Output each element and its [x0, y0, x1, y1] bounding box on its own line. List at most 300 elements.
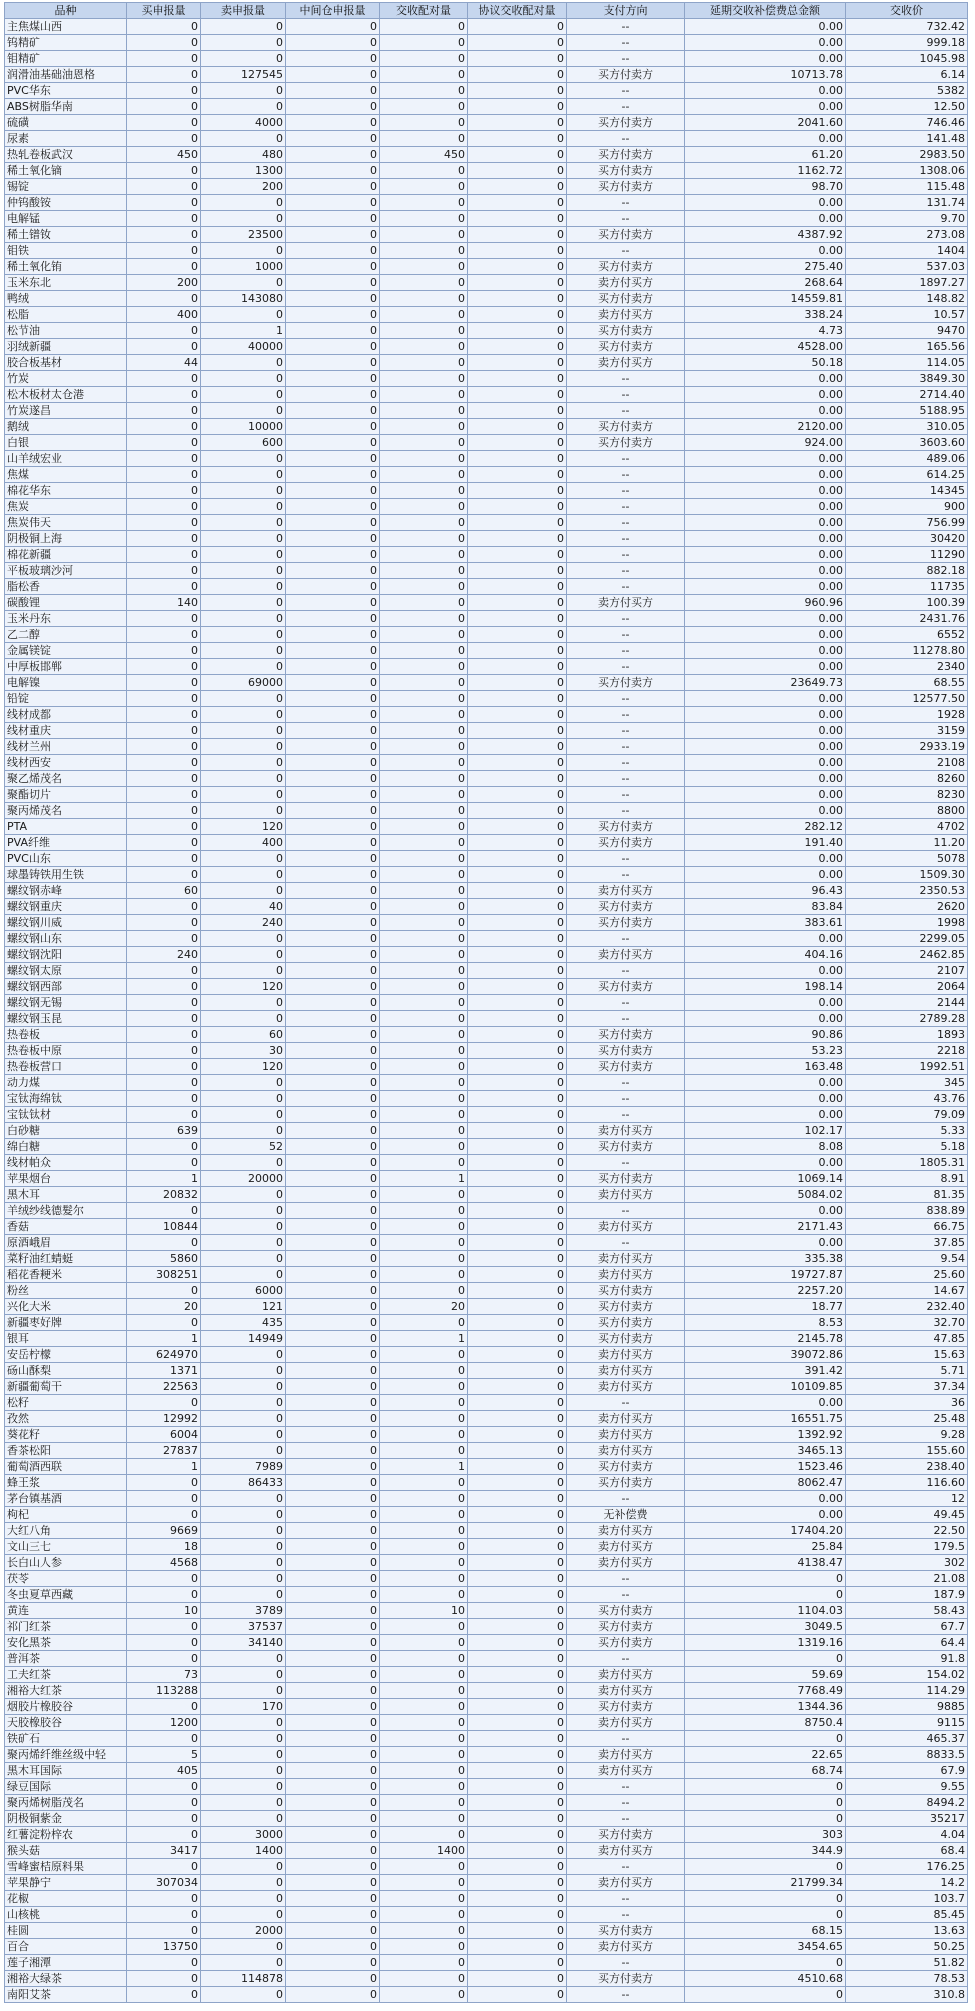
cell-compensation: 8.08: [685, 1139, 846, 1155]
cell-delivery-price: 1992.51: [846, 1059, 968, 1075]
cell-product: 枸杞: [5, 1507, 127, 1523]
cell-sell-qty: 0: [201, 1795, 286, 1811]
cell-delivery-price: 116.60: [846, 1475, 968, 1491]
cell-agreement-qty: 0: [468, 1139, 567, 1155]
header-pay-direction: 支付方向: [567, 3, 685, 19]
cell-agreement-qty: 0: [468, 819, 567, 835]
cell-agreement-qty: 0: [468, 707, 567, 723]
cell-sell-qty: 0: [201, 707, 286, 723]
table-row: [5, 1763, 968, 1779]
cell-compensation: 1392.92: [685, 1427, 846, 1443]
cell-agreement-qty: 0: [468, 195, 567, 211]
cell-product: 螺纹钢赤峰: [5, 883, 127, 899]
cell-product: 祁门红茶: [5, 1619, 127, 1635]
cell-compensation: 2041.60: [685, 115, 846, 131]
cell-pay-direction: --: [567, 787, 685, 803]
cell-compensation: 0: [685, 1795, 846, 1811]
cell-product: 焦炭伟天: [5, 515, 127, 531]
cell-compensation: 4510.68: [685, 1971, 846, 1987]
cell-delivery-price: 537.03: [846, 259, 968, 275]
cell-sell-qty: 0: [201, 1811, 286, 1827]
cell-pay-direction: 买方付卖方: [567, 1027, 685, 1043]
table-row: [5, 499, 968, 515]
cell-match-qty: 0: [380, 1523, 468, 1539]
cell-agreement-qty: 0: [468, 211, 567, 227]
cell-delivery-price: 47.85: [846, 1331, 968, 1347]
cell-delivery-price: 1805.31: [846, 1155, 968, 1171]
cell-agreement-qty: 0: [468, 1155, 567, 1171]
cell-product: 孜然: [5, 1411, 127, 1427]
cell-buy-qty: 0: [127, 403, 201, 419]
cell-compensation: 59.69: [685, 1667, 846, 1683]
table-row: [5, 307, 968, 323]
table-row: [5, 1155, 968, 1171]
cell-pay-direction: --: [567, 499, 685, 515]
cell-match-qty: 0: [380, 1267, 468, 1283]
cell-middle-qty: 0: [286, 627, 380, 643]
table-row: [5, 1523, 968, 1539]
cell-compensation: 0.00: [685, 1235, 846, 1251]
cell-pay-direction: --: [567, 1955, 685, 1971]
cell-match-qty: 0: [380, 1251, 468, 1267]
table-row: [5, 787, 968, 803]
cell-agreement-qty: 0: [468, 1667, 567, 1683]
cell-compensation: 335.38: [685, 1251, 846, 1267]
table-row: [5, 1699, 968, 1715]
cell-sell-qty: 3789: [201, 1603, 286, 1619]
cell-agreement-qty: 0: [468, 19, 567, 35]
header-middle-qty: 中间仓申报量: [286, 3, 380, 19]
cell-delivery-price: 51.82: [846, 1955, 968, 1971]
cell-agreement-qty: 0: [468, 787, 567, 803]
header-compensation: 延期交收补偿费总金额: [685, 3, 846, 19]
cell-match-qty: 0: [380, 1379, 468, 1395]
cell-product: 稀土氧化铕: [5, 259, 127, 275]
cell-middle-qty: 0: [286, 515, 380, 531]
cell-delivery-price: 345: [846, 1075, 968, 1091]
cell-middle-qty: 0: [286, 1187, 380, 1203]
cell-agreement-qty: 0: [468, 1059, 567, 1075]
cell-delivery-price: 91.8: [846, 1651, 968, 1667]
cell-match-qty: 0: [380, 403, 468, 419]
cell-agreement-qty: 0: [468, 1987, 567, 2003]
cell-product: 玉米东北: [5, 275, 127, 291]
cell-agreement-qty: 0: [468, 1635, 567, 1651]
cell-delivery-price: 2714.40: [846, 387, 968, 403]
cell-sell-qty: 435: [201, 1315, 286, 1331]
cell-agreement-qty: 0: [468, 1539, 567, 1555]
cell-compensation: 0.00: [685, 531, 846, 547]
cell-compensation: 0.00: [685, 483, 846, 499]
cell-buy-qty: 0: [127, 115, 201, 131]
cell-delivery-price: 154.02: [846, 1667, 968, 1683]
cell-product: 竹炭: [5, 371, 127, 387]
cell-match-qty: 0: [380, 19, 468, 35]
cell-pay-direction: --: [567, 611, 685, 627]
cell-compensation: 0.00: [685, 371, 846, 387]
cell-product: 莲子湘潭: [5, 1955, 127, 1971]
cell-product: 螺纹钢沈阳: [5, 947, 127, 963]
cell-compensation: 0: [685, 1907, 846, 1923]
cell-match-qty: 0: [380, 739, 468, 755]
cell-pay-direction: 买方付卖方: [567, 899, 685, 915]
cell-buy-qty: 60: [127, 883, 201, 899]
cell-product: 热轧卷板武汉: [5, 147, 127, 163]
cell-agreement-qty: 0: [468, 275, 567, 291]
cell-pay-direction: --: [567, 627, 685, 643]
cell-pay-direction: --: [567, 83, 685, 99]
cell-buy-qty: 0: [127, 1203, 201, 1219]
cell-delivery-price: 746.46: [846, 115, 968, 131]
cell-product: 平板玻璃沙河: [5, 563, 127, 579]
cell-pay-direction: 卖方付买方: [567, 1363, 685, 1379]
cell-sell-qty: 143080: [201, 291, 286, 307]
cell-delivery-price: 5.71: [846, 1363, 968, 1379]
cell-compensation: 0.00: [685, 243, 846, 259]
cell-compensation: 10109.85: [685, 1379, 846, 1395]
cell-middle-qty: 0: [286, 115, 380, 131]
cell-match-qty: 1: [380, 1331, 468, 1347]
cell-agreement-qty: 0: [468, 1171, 567, 1187]
cell-delivery-price: 3603.60: [846, 435, 968, 451]
cell-product: 铁矿石: [5, 1731, 127, 1747]
cell-middle-qty: 0: [286, 787, 380, 803]
cell-compensation: 198.14: [685, 979, 846, 995]
cell-product: 雪峰蜜桔原料果: [5, 1859, 127, 1875]
table-row: [5, 1731, 968, 1747]
cell-buy-qty: 12992: [127, 1411, 201, 1427]
cell-match-qty: 0: [380, 1587, 468, 1603]
cell-middle-qty: 0: [286, 1203, 380, 1219]
cell-pay-direction: 买方付卖方: [567, 115, 685, 131]
cell-middle-qty: 0: [286, 275, 380, 291]
table-row: [5, 195, 968, 211]
cell-middle-qty: 0: [286, 83, 380, 99]
cell-delivery-price: 25.48: [846, 1411, 968, 1427]
cell-product: 湘裕大绿茶: [5, 1971, 127, 1987]
cell-delivery-price: 9885: [846, 1699, 968, 1715]
cell-match-qty: 0: [380, 1091, 468, 1107]
cell-agreement-qty: 0: [468, 483, 567, 499]
cell-match-qty: 0: [380, 1411, 468, 1427]
cell-match-qty: 0: [380, 515, 468, 531]
cell-sell-qty: 0: [201, 1491, 286, 1507]
cell-delivery-price: 5078: [846, 851, 968, 867]
cell-product: 黑木耳国际: [5, 1763, 127, 1779]
cell-buy-qty: 18: [127, 1539, 201, 1555]
cell-buy-qty: 0: [127, 851, 201, 867]
cell-sell-qty: 0: [201, 739, 286, 755]
cell-delivery-price: 49.45: [846, 1507, 968, 1523]
cell-match-qty: 0: [380, 1987, 468, 2003]
cell-match-qty: 0: [380, 307, 468, 323]
table-row: [5, 691, 968, 707]
cell-sell-qty: 14949: [201, 1331, 286, 1347]
cell-middle-qty: 0: [286, 595, 380, 611]
cell-delivery-price: 13.63: [846, 1923, 968, 1939]
cell-sell-qty: 0: [201, 1955, 286, 1971]
cell-middle-qty: 0: [286, 179, 380, 195]
cell-pay-direction: 买方付卖方: [567, 1635, 685, 1651]
cell-product: 碳酸锂: [5, 595, 127, 611]
cell-compensation: 0: [685, 1779, 846, 1795]
cell-agreement-qty: 0: [468, 1395, 567, 1411]
table-row: [5, 979, 968, 995]
cell-pay-direction: 卖方付买方: [567, 1443, 685, 1459]
cell-sell-qty: 0: [201, 787, 286, 803]
cell-match-qty: 0: [380, 339, 468, 355]
cell-match-qty: 0: [380, 1827, 468, 1843]
cell-product: 热卷板营口: [5, 1059, 127, 1075]
cell-middle-qty: 0: [286, 1603, 380, 1619]
cell-compensation: 0.00: [685, 1075, 846, 1091]
cell-agreement-qty: 0: [468, 1107, 567, 1123]
cell-compensation: 0.00: [685, 211, 846, 227]
cell-middle-qty: 0: [286, 1923, 380, 1939]
cell-pay-direction: --: [567, 1091, 685, 1107]
cell-delivery-price: 732.42: [846, 19, 968, 35]
cell-middle-qty: 0: [286, 835, 380, 851]
cell-buy-qty: 0: [127, 579, 201, 595]
cell-product: 南阳艾茶: [5, 1987, 127, 2003]
cell-match-qty: 0: [380, 1715, 468, 1731]
cell-delivery-price: 2350.53: [846, 883, 968, 899]
cell-middle-qty: 0: [286, 1939, 380, 1955]
cell-delivery-price: 100.39: [846, 595, 968, 611]
cell-buy-qty: 1: [127, 1171, 201, 1187]
cell-agreement-qty: 0: [468, 1283, 567, 1299]
cell-product: 电解镍: [5, 675, 127, 691]
cell-buy-qty: 0: [127, 1859, 201, 1875]
table-row: [5, 739, 968, 755]
table-row: [5, 355, 968, 371]
cell-agreement-qty: 0: [468, 115, 567, 131]
cell-pay-direction: 买方付卖方: [567, 1283, 685, 1299]
cell-delivery-price: 5.18: [846, 1139, 968, 1155]
cell-sell-qty: 0: [201, 1219, 286, 1235]
cell-agreement-qty: 0: [468, 1811, 567, 1827]
cell-buy-qty: 307034: [127, 1875, 201, 1891]
cell-sell-qty: 0: [201, 403, 286, 419]
table-body: [5, 19, 968, 2003]
cell-sell-qty: 0: [201, 131, 286, 147]
cell-middle-qty: 0: [286, 1299, 380, 1315]
cell-buy-qty: 0: [127, 787, 201, 803]
cell-middle-qty: 0: [286, 467, 380, 483]
cell-compensation: 344.9: [685, 1843, 846, 1859]
cell-compensation: 4528.00: [685, 339, 846, 355]
cell-pay-direction: --: [567, 515, 685, 531]
cell-buy-qty: 0: [127, 675, 201, 691]
cell-sell-qty: 0: [201, 579, 286, 595]
table-row: [5, 387, 968, 403]
cell-sell-qty: 0: [201, 771, 286, 787]
cell-sell-qty: 10000: [201, 419, 286, 435]
cell-buy-qty: 1: [127, 1459, 201, 1475]
cell-sell-qty: 0: [201, 387, 286, 403]
cell-sell-qty: 34140: [201, 1635, 286, 1651]
cell-middle-qty: 0: [286, 99, 380, 115]
cell-delivery-price: 78.53: [846, 1971, 968, 1987]
cell-sell-qty: 480: [201, 147, 286, 163]
cell-buy-qty: 0: [127, 259, 201, 275]
cell-delivery-price: 310.8: [846, 1987, 968, 2003]
cell-compensation: 16551.75: [685, 1411, 846, 1427]
cell-buy-qty: 0: [127, 1043, 201, 1059]
cell-buy-qty: 0: [127, 1011, 201, 1027]
cell-compensation: 0.00: [685, 1011, 846, 1027]
cell-match-qty: 0: [380, 835, 468, 851]
cell-middle-qty: 0: [286, 995, 380, 1011]
table-row: [5, 627, 968, 643]
cell-match-qty: 0: [380, 1971, 468, 1987]
cell-agreement-qty: 0: [468, 835, 567, 851]
cell-buy-qty: 4568: [127, 1555, 201, 1571]
cell-pay-direction: 卖方付买方: [567, 1187, 685, 1203]
cell-product: 宝钛钛材: [5, 1107, 127, 1123]
cell-delivery-price: 15.63: [846, 1347, 968, 1363]
cell-compensation: 0.00: [685, 643, 846, 659]
cell-pay-direction: 卖方付买方: [567, 1123, 685, 1139]
cell-product: 硫磺: [5, 115, 127, 131]
cell-middle-qty: 0: [286, 1139, 380, 1155]
cell-product: 仲钨酸铵: [5, 195, 127, 211]
cell-agreement-qty: 0: [468, 899, 567, 915]
cell-product: 大红八角: [5, 1523, 127, 1539]
cell-buy-qty: 0: [127, 1779, 201, 1795]
cell-compensation: 18.77: [685, 1299, 846, 1315]
cell-pay-direction: 卖方付买方: [567, 1555, 685, 1571]
table-row: [5, 1475, 968, 1491]
cell-pay-direction: 卖方付买方: [567, 307, 685, 323]
cell-match-qty: 0: [380, 883, 468, 899]
cell-product: 线材帕众: [5, 1155, 127, 1171]
table-row: [5, 1315, 968, 1331]
cell-match-qty: 0: [380, 675, 468, 691]
cell-buy-qty: 9669: [127, 1523, 201, 1539]
cell-agreement-qty: 0: [468, 1187, 567, 1203]
cell-product: 绵白糖: [5, 1139, 127, 1155]
table-row: [5, 435, 968, 451]
cell-pay-direction: 买方付卖方: [567, 819, 685, 835]
table-row: [5, 1299, 968, 1315]
cell-product: 螺纹钢西部: [5, 979, 127, 995]
cell-match-qty: 20: [380, 1299, 468, 1315]
cell-sell-qty: 0: [201, 1571, 286, 1587]
cell-pay-direction: 买方付卖方: [567, 1971, 685, 1987]
cell-delivery-price: 176.25: [846, 1859, 968, 1875]
cell-compensation: 68.15: [685, 1923, 846, 1939]
table-row: [5, 1955, 968, 1971]
cell-delivery-price: 2340: [846, 659, 968, 675]
cell-delivery-price: 148.82: [846, 291, 968, 307]
cell-buy-qty: 113288: [127, 1683, 201, 1699]
cell-compensation: 0.00: [685, 499, 846, 515]
cell-pay-direction: 买方付卖方: [567, 227, 685, 243]
table-row: [5, 547, 968, 563]
cell-delivery-price: 37.34: [846, 1379, 968, 1395]
table-row: [5, 1907, 968, 1923]
cell-agreement-qty: 0: [468, 1491, 567, 1507]
cell-pay-direction: 买方付卖方: [567, 323, 685, 339]
cell-sell-qty: 0: [201, 803, 286, 819]
cell-sell-qty: 0: [201, 1427, 286, 1443]
cell-sell-qty: 1000: [201, 259, 286, 275]
cell-compensation: 3454.65: [685, 1939, 846, 1955]
cell-match-qty: 0: [380, 1651, 468, 1667]
cell-compensation: 2171.43: [685, 1219, 846, 1235]
cell-pay-direction: --: [567, 243, 685, 259]
cell-match-qty: 0: [380, 1427, 468, 1443]
cell-middle-qty: 0: [286, 547, 380, 563]
cell-match-qty: 0: [380, 1875, 468, 1891]
cell-sell-qty: 0: [201, 611, 286, 627]
cell-agreement-qty: 0: [468, 339, 567, 355]
table-row: [5, 1875, 968, 1891]
cell-match-qty: 0: [380, 291, 468, 307]
cell-pay-direction: 卖方付买方: [567, 1763, 685, 1779]
cell-sell-qty: 0: [201, 1363, 286, 1379]
cell-pay-direction: 卖方付买方: [567, 1667, 685, 1683]
cell-match-qty: 0: [380, 1667, 468, 1683]
cell-compensation: 3465.13: [685, 1443, 846, 1459]
cell-sell-qty: 4000: [201, 115, 286, 131]
cell-agreement-qty: 0: [468, 1475, 567, 1491]
cell-buy-qty: 240: [127, 947, 201, 963]
cell-sell-qty: 0: [201, 275, 286, 291]
cell-pay-direction: --: [567, 1859, 685, 1875]
cell-sell-qty: 0: [201, 1555, 286, 1571]
cell-product: 白银: [5, 435, 127, 451]
cell-compensation: 8.53: [685, 1315, 846, 1331]
cell-match-qty: 0: [380, 1363, 468, 1379]
cell-match-qty: 0: [380, 963, 468, 979]
cell-match-qty: 0: [380, 131, 468, 147]
cell-buy-qty: 0: [127, 99, 201, 115]
cell-sell-qty: 120: [201, 819, 286, 835]
cell-delivery-price: 2144: [846, 995, 968, 1011]
cell-pay-direction: --: [567, 483, 685, 499]
cell-pay-direction: 卖方付买方: [567, 883, 685, 899]
cell-buy-qty: 0: [127, 1635, 201, 1651]
cell-product: 烟胶片橡胶谷: [5, 1699, 127, 1715]
cell-agreement-qty: 0: [468, 947, 567, 963]
cell-middle-qty: 0: [286, 1107, 380, 1123]
cell-buy-qty: 0: [127, 1491, 201, 1507]
cell-buy-qty: 0: [127, 1475, 201, 1491]
cell-pay-direction: 卖方付买方: [567, 1347, 685, 1363]
cell-agreement-qty: 0: [468, 691, 567, 707]
cell-delivery-price: 614.25: [846, 467, 968, 483]
cell-middle-qty: 0: [286, 1955, 380, 1971]
cell-middle-qty: 0: [286, 243, 380, 259]
cell-delivery-price: 2620: [846, 899, 968, 915]
cell-sell-qty: 0: [201, 1667, 286, 1683]
cell-agreement-qty: 0: [468, 419, 567, 435]
cell-delivery-price: 67.9: [846, 1763, 968, 1779]
cell-agreement-qty: 0: [468, 1523, 567, 1539]
cell-pay-direction: --: [567, 1587, 685, 1603]
cell-match-qty: 0: [380, 1347, 468, 1363]
cell-delivery-price: 67.7: [846, 1619, 968, 1635]
cell-agreement-qty: 0: [468, 627, 567, 643]
table-row: [5, 707, 968, 723]
cell-sell-qty: 0: [201, 451, 286, 467]
table-row: [5, 211, 968, 227]
cell-sell-qty: 0: [201, 35, 286, 51]
cell-compensation: 0.00: [685, 627, 846, 643]
cell-agreement-qty: 0: [468, 883, 567, 899]
